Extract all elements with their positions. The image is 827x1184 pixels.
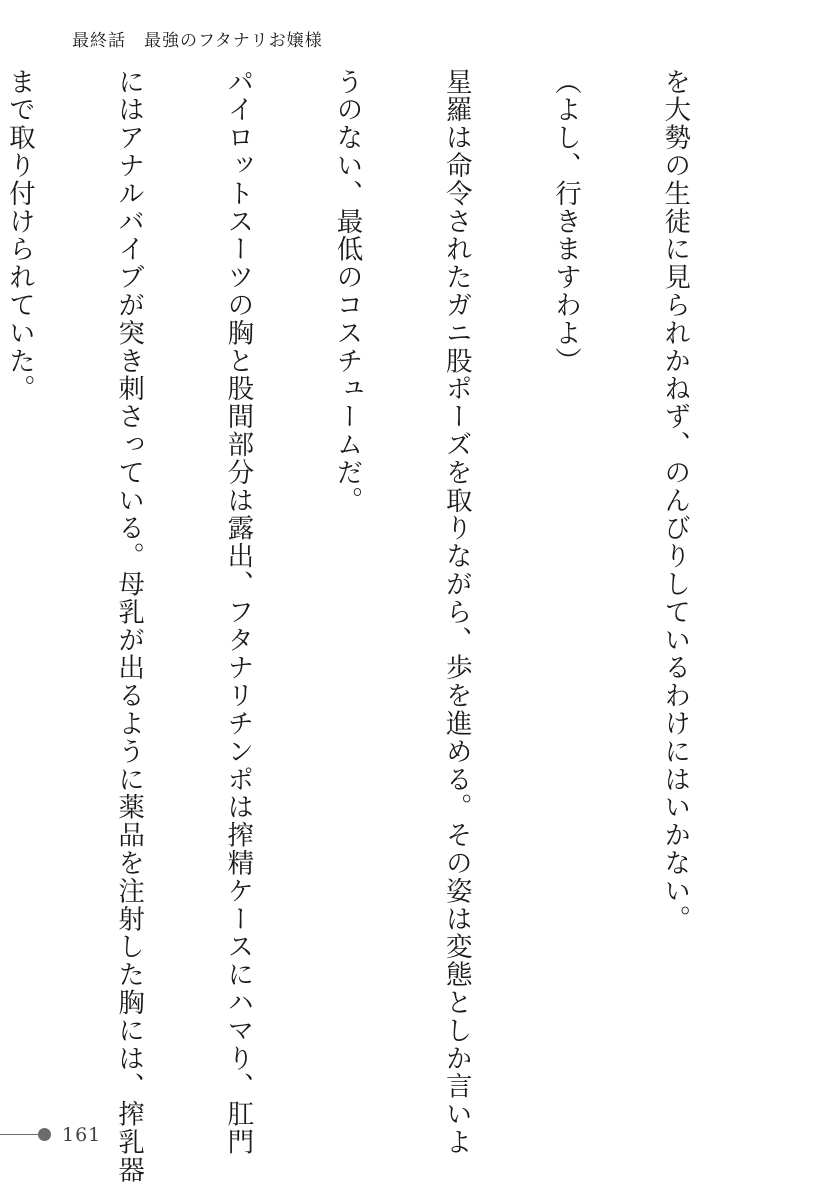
footer-dot-icon — [38, 1128, 51, 1141]
text-line: パイロットスーツの胸と股間部分は露出、フタナリチンポは搾精ケースにハマり、肛門 — [222, 68, 254, 1157]
page-number: 161 — [62, 1124, 102, 1146]
text-line: うのない、最低のコスチュームだ。 — [331, 68, 363, 515]
text-line: 星羅は命令されたガニ股ポーズを取りながら、歩を進める。その姿は変態としか言いよ — [440, 68, 472, 1157]
footer-rule — [0, 1134, 42, 1135]
text-line: を大勢の生徒に見られかねず、のんびりしているわけにはいかない。 — [659, 68, 691, 933]
text-line: まで取り付けられていた。 — [3, 68, 35, 403]
running-head: 最終話 最強のフタナリお嬢様 — [72, 31, 323, 51]
page-footer — [0, 1124, 200, 1148]
text-line: （よし、行きますわよ） — [549, 68, 581, 375]
text-line: にはアナルバイブが突き刺さっている。母乳が出るように薬品を注射した胸には、搾乳器 — [113, 68, 145, 1184]
